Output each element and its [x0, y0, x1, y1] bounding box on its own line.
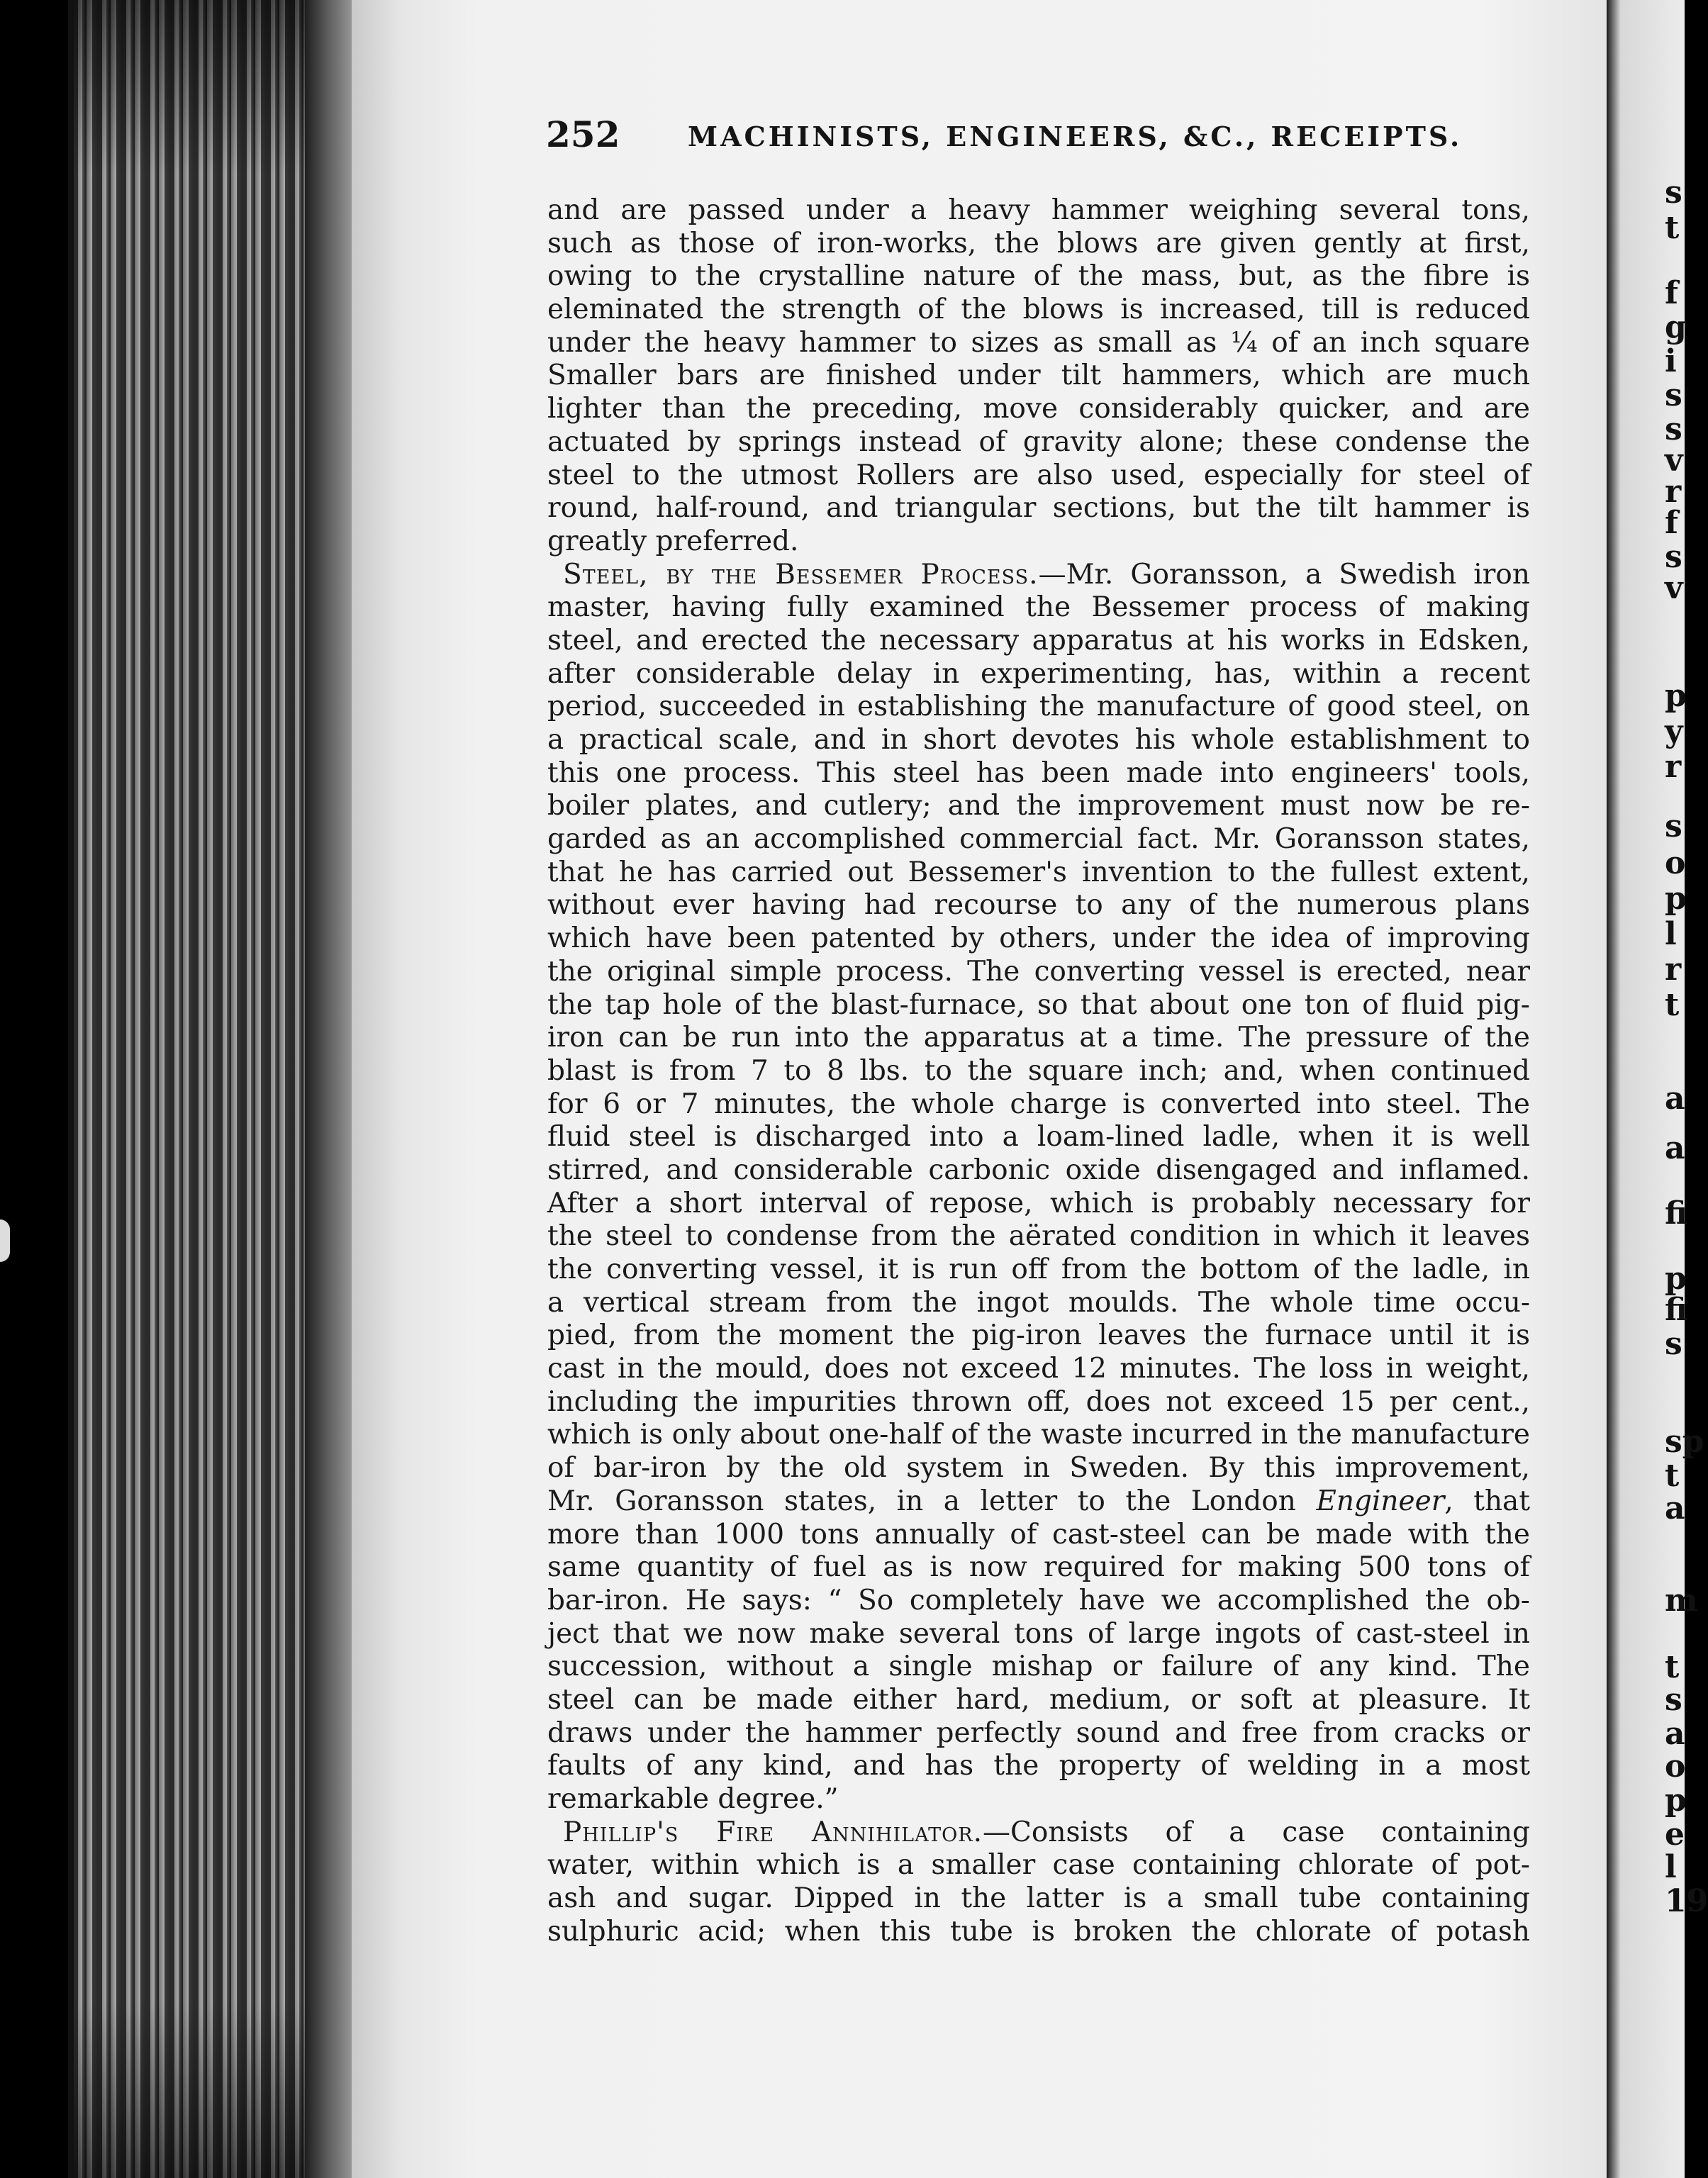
text-line: steel can be made either hard, medium, or soft at pleasure. It [547, 1683, 1530, 1716]
adjacent-page-fragment: 19 [1665, 1883, 1708, 1919]
text-line: including the impurities thrown off, does not exceed 15 per cent., [547, 1385, 1530, 1418]
text-line: same quantity of fuel as is now required for making 500 tons of [547, 1551, 1530, 1584]
adjacent-page-fragment: l [1665, 916, 1677, 952]
text-line: the original simple process. The converting vessel is erected, near [547, 955, 1530, 988]
adjacent-page-fragment: s [1665, 411, 1682, 447]
text-line: for 6 or 7 minutes, the whole charge is converted into steel. The [547, 1088, 1530, 1120]
text-line: of bar-iron by the old system in Sweden. By this improvement, [547, 1452, 1530, 1485]
text-line: faults of any kind, and has the property of welding in a most [547, 1750, 1530, 1782]
scan-artifact [0, 1219, 10, 1262]
adjacent-page-fragment: s [1665, 377, 1682, 413]
bessemer-intro: —Mr. Goransson, a Swedish iron [1038, 558, 1530, 591]
text-line: master, having fully examined the Bessemer process of making [547, 591, 1530, 624]
adjacent-page-fragment: p [1665, 881, 1687, 917]
running-header [546, 113, 1463, 163]
text-line: ash and sugar. Dipped in the latter is a small tube containing [547, 1882, 1530, 1915]
adjacent-page-fragment: p [1665, 1782, 1687, 1819]
text-line: without ever having had recourse to any of the numerous plans [547, 889, 1530, 922]
text-line: the tap hole of the blast-furnace, so that about one ton of fluid pig- [547, 988, 1530, 1021]
text-line: a practical scale, and in short devotes his whole establishment to [547, 724, 1530, 756]
engineer-citation-line [547, 1485, 1530, 1519]
adjacent-page-fragment: v [1665, 442, 1683, 479]
adjacent-page-fragment: a [1665, 1716, 1685, 1752]
text-line: the converting vessel, it is run off from the bottom of the ladle, in [547, 1253, 1530, 1285]
text-line: ject that we now make several tons of large ingots of cast-steel in [547, 1617, 1530, 1650]
text-line: a vertical stream from the ingot moulds. The whole time occu- [547, 1286, 1530, 1319]
section-heading-line [547, 559, 1530, 592]
text-line: pied, from the moment the pig-iron leaves the furnace until it is [547, 1319, 1530, 1352]
engineer-journal-name: Engineer [1316, 1485, 1445, 1517]
adjacent-page-fragment: f [1665, 505, 1678, 541]
engineer-citation-post: , that [1444, 1485, 1530, 1517]
text-line: which is only about one-half of the waste incurred in the manufacture [547, 1419, 1530, 1451]
section-heading-line [547, 1816, 1530, 1850]
adjacent-page-fragment: o [1665, 1748, 1686, 1785]
text-line: and are passed under a heavy hammer weighing several tons, [547, 194, 1530, 226]
text-line: such as those of iron-works, the blows are given gently at first, [547, 227, 1530, 259]
text-line: garded as an accomplished commercial fact. Mr. Goransson states, [547, 823, 1530, 856]
text-line: more than 1000 tons annually of cast-steel can be made with the [547, 1518, 1530, 1551]
text-line: period, succeeded in establishing the manufacture of good steel, on [547, 691, 1530, 723]
adjacent-page-fragment: fi [1665, 1195, 1687, 1232]
adjacent-page-fragment: r [1665, 951, 1682, 988]
text-line: fluid steel is discharged into a loam-lined ladle, when it is well [547, 1121, 1530, 1154]
text-line: boiler plates, and cutlery; and the improvement must now be re- [547, 790, 1530, 822]
adjacent-page-fragment: v [1665, 570, 1683, 606]
adjacent-page-fragment: p [1665, 1261, 1687, 1297]
adjacent-page-fragment: g [1665, 309, 1687, 345]
text-line: After a short interval of repose, which is probably necessary for [547, 1187, 1530, 1219]
adjacent-page-fragment: r [1665, 474, 1682, 510]
text-line: blast is from 7 to 8 lbs. to the square inch; and, when continued [547, 1054, 1530, 1087]
phillips-intro: —Consists of a case containing [983, 1816, 1530, 1848]
text-line: steel, and erected the necessary apparatus at his works in Edsken, [547, 624, 1530, 657]
text-line: bar-iron. He says: “ So completely have we accomplished the ob- [547, 1584, 1530, 1616]
text-line: draws under the hammer perfectly sound and free from cracks or [547, 1716, 1530, 1749]
adjacent-page-fragment: m [1665, 1582, 1698, 1619]
engineer-citation-pre: Mr. Goransson states, in a letter to the London [547, 1485, 1317, 1517]
adjacent-page-fragment: t [1665, 987, 1680, 1023]
text-line: greatly preferred. [547, 525, 799, 557]
text-line: lighter than the preceding, move considerably quicker, and are [547, 393, 1530, 425]
adjacent-page-fragment: s [1665, 1326, 1682, 1362]
body-text [547, 194, 1530, 1948]
adjacent-page-fragment: sp [1665, 1424, 1704, 1460]
text-line: Smaller bars are finished under tilt hammers, which are much [547, 359, 1530, 392]
text-line: water, within which is a smaller case containing chlorate of pot- [547, 1849, 1530, 1882]
adjacent-page-fragment: s [1665, 174, 1682, 211]
adjacent-page-fragment: s [1665, 1682, 1682, 1718]
text-line: owing to the crystalline nature of the mass, but, as the fibre is [547, 260, 1530, 293]
text-line: actuated by springs instead of gravity alone; these condense the [547, 425, 1530, 458]
adjacent-page-fragment: p [1665, 678, 1687, 714]
adjacent-page-fragment: t [1665, 210, 1680, 246]
text-line: round, half-round, and triangular sections, but the tilt hammer is [547, 492, 1530, 525]
adjacent-page-fragment: s [1665, 539, 1682, 575]
text-line: remarkable degree.” [547, 1783, 839, 1815]
text-line: under the heavy hammer to sizes as small as ¼ of an inch square [547, 326, 1530, 359]
adjacent-page-fragment: a [1665, 1490, 1685, 1526]
text-line: iron can be run into the apparatus at a time. The pressure of the [547, 1022, 1530, 1054]
text-line: that he has carried out Bessemer's invention to the fullest extent, [547, 856, 1530, 888]
text-line: sulphuric acid; when this tube is broken the chlorate of potash [547, 1915, 1530, 1948]
adjacent-page-fragment: s [1665, 808, 1682, 844]
adjacent-page-fragment: t [1665, 1649, 1680, 1685]
bessemer-heading: Steel, by the Bessemer Process. [563, 558, 1039, 591]
text-line: cast in the mould, does not exceed 12 minutes. The loss in weight, [547, 1353, 1530, 1385]
adjacent-page-fragment: a [1665, 1080, 1685, 1117]
text-line: steel to the utmost Rollers are also used, especially for steel of [547, 459, 1530, 491]
adjacent-page-fragment: a [1665, 1130, 1685, 1166]
adjacent-page-fragment: o [1665, 845, 1686, 881]
text-line: this one process. This steel has been made into engineers' tools, [547, 756, 1530, 789]
adjacent-page-fragment: y [1665, 713, 1683, 749]
text-line: stirred, and considerable carbonic oxide disengaged and inflamed. [547, 1154, 1530, 1186]
adjacent-page-fragment: l [1665, 1849, 1677, 1885]
text-line: eleminated the strength of the blows is increased, till is reduced [547, 294, 1530, 326]
adjacent-page-fragment: r [1665, 749, 1682, 785]
adjacent-page-fragment: e [1665, 1816, 1685, 1853]
adjacent-page-fragment: i [1665, 343, 1677, 379]
adjacent-page-fragment: t [1665, 1458, 1680, 1494]
running-title: MACHINISTS, ENGINEERS, &C., RECEIPTS. [688, 121, 1463, 152]
adjacent-page-fragment: f [1665, 275, 1678, 311]
adjacent-page-sliver [1607, 0, 1708, 2178]
page-number: 252 [546, 113, 620, 155]
phillips-heading: Phillip's Fire Annihilator. [563, 1816, 983, 1848]
text-line: after considerable delay in experimenting, has, within a recent [547, 657, 1530, 690]
text-line: succession, without a single mishap or failure of any kind. The [547, 1651, 1530, 1683]
text-line: the steel to condense from the aërated condition in which it leaves [547, 1220, 1530, 1253]
text-line: which have been patented by others, under the idea of improving [547, 922, 1530, 955]
adjacent-page-fragment: fi [1665, 1292, 1687, 1328]
book-binding-gutter [305, 0, 355, 2178]
